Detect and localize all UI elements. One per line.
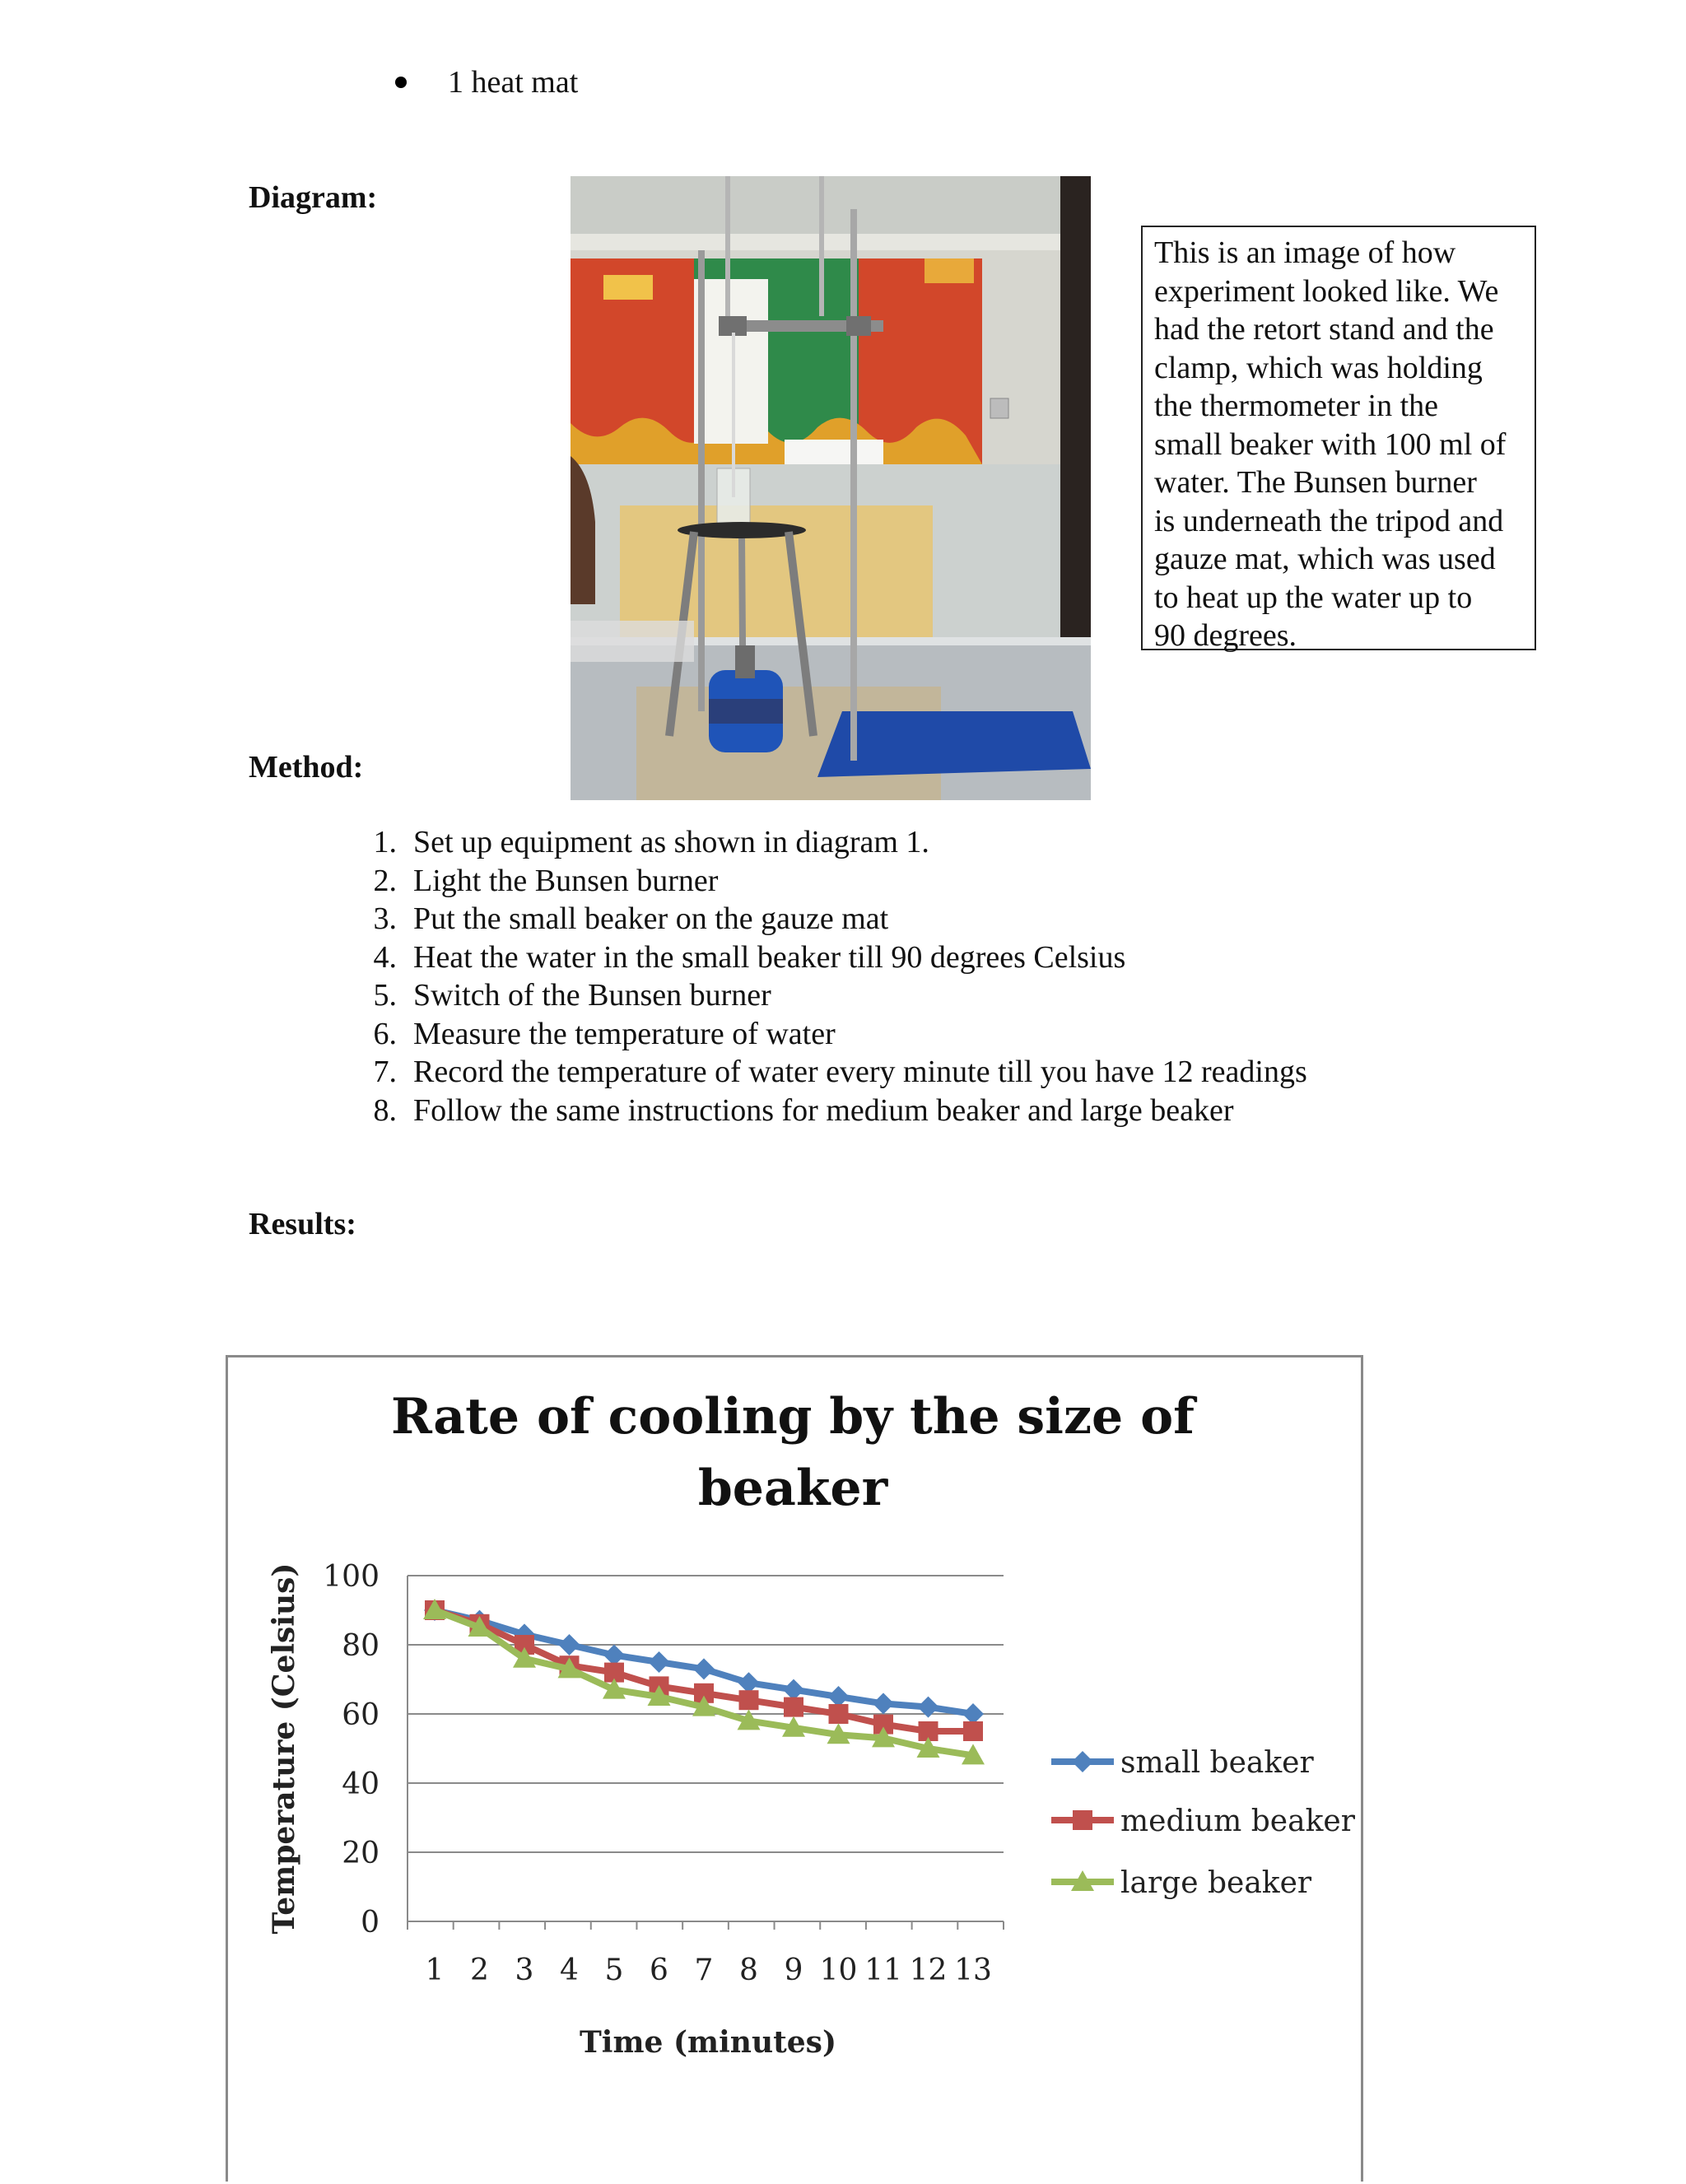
step-number: 4. [373, 939, 397, 975]
method-step [346, 862, 1307, 901]
step-text: Measure the temperature of water [413, 1016, 836, 1051]
method-steps-list [346, 823, 1307, 1129]
data-point-small-beaker [649, 1651, 670, 1673]
step-text: Record the temperature of water every minute till you have 12 readings [413, 1055, 1307, 1089]
y-tick-label: 40 [342, 1767, 380, 1801]
x-tick-label: 9 [784, 1953, 803, 1987]
method-step [346, 1053, 1307, 1092]
x-tick-label: 2 [470, 1953, 489, 1987]
step-text: Put the small beaker on the gauze mat [413, 901, 889, 936]
caption-line: small beaker with 100 ml of [1154, 426, 1507, 462]
method-step [346, 938, 1307, 977]
bullet-text: 1 heat mat [448, 65, 579, 100]
caption-line: 90 degrees. [1154, 618, 1297, 653]
method-step [346, 1092, 1307, 1130]
y-tick-label: 100 [323, 1560, 380, 1594]
step-text: Light the Bunsen burner [413, 863, 719, 898]
data-point-medium-beaker [784, 1697, 803, 1717]
x-tick-label: 4 [560, 1953, 579, 1987]
step-number: 2. [373, 863, 397, 898]
method-step [346, 1015, 1307, 1054]
step-number: 7. [373, 1055, 397, 1089]
caption-line: gauze mat, which was used [1154, 542, 1496, 576]
method-step [346, 823, 1307, 862]
step-number: 1. [373, 825, 397, 859]
x-tick-label: 6 [650, 1953, 668, 1987]
step-text: Follow the same instructions for medium beaker and large beaker [413, 1092, 1234, 1128]
x-axis-label: Time (minutes) [580, 2025, 836, 2060]
method-step [346, 976, 1307, 1015]
step-number: 8. [373, 1092, 397, 1128]
legend-label: small beaker [1120, 1746, 1314, 1780]
step-number: 5. [373, 978, 397, 1013]
caption-line: clamp, which was holding [1154, 350, 1483, 385]
data-point-medium-beaker [739, 1690, 759, 1710]
chart-title: Rate of cooling by the size of [391, 1388, 1195, 1446]
y-axis-label: Temperature (Celsius) [267, 1562, 301, 1935]
caption-line: to heat up the water up to [1154, 580, 1473, 615]
caption-line: the thermometer in the [1154, 389, 1439, 423]
x-tick-label: 8 [739, 1953, 758, 1987]
caption-line: This is an image of how [1154, 235, 1456, 270]
data-point-medium-beaker [963, 1721, 983, 1741]
caption-line: had the retort stand and the [1154, 312, 1494, 347]
x-tick-label: 12 [909, 1953, 948, 1987]
data-point-small-beaker [693, 1658, 715, 1679]
bullet-icon [395, 77, 407, 88]
x-tick-label: 5 [604, 1953, 624, 1987]
results-heading: Results: [249, 1207, 356, 1241]
legend-marker [1072, 1751, 1093, 1772]
data-point-small-beaker [559, 1634, 580, 1655]
diagram-heading: Diagram: [249, 180, 378, 215]
legend-marker [1073, 1810, 1092, 1830]
y-tick-label: 0 [361, 1906, 380, 1940]
y-tick-label: 60 [342, 1698, 380, 1732]
step-text: Heat the water in the small beaker till 90 degrees Celsius [413, 939, 1126, 975]
diagram-caption-box [1141, 226, 1536, 653]
data-point-small-beaker [873, 1693, 894, 1714]
chart-svg [228, 1357, 1361, 2184]
cooling-rate-chart [226, 1355, 1363, 2182]
x-tick-label: 13 [954, 1953, 992, 1987]
chart-title: beaker [697, 1460, 888, 1517]
caption-line: water. The Bunsen burner [1154, 465, 1477, 500]
step-text: Set up equipment as shown in diagram 1. [413, 825, 929, 859]
caption-line: experiment looked like. We [1154, 273, 1499, 309]
y-tick-label: 20 [342, 1837, 380, 1870]
materials-bullet-item [395, 64, 578, 100]
step-number: 3. [373, 901, 397, 936]
y-tick-label: 80 [342, 1629, 380, 1663]
x-tick-label: 1 [425, 1953, 445, 1987]
x-tick-label: 7 [694, 1953, 714, 1987]
experiment-photo [571, 176, 1091, 800]
x-tick-label: 11 [864, 1953, 902, 1987]
caption-line: is underneath the tripod and [1154, 503, 1504, 538]
legend-label: medium beaker [1120, 1804, 1355, 1838]
x-tick-label: 10 [819, 1953, 858, 1987]
method-heading: Method: [249, 750, 364, 785]
step-number: 6. [373, 1016, 397, 1051]
step-text: Switch of the Bunsen burner [413, 978, 771, 1013]
legend-label: large beaker [1120, 1866, 1312, 1900]
data-point-medium-beaker [829, 1704, 849, 1724]
x-tick-label: 3 [515, 1953, 534, 1987]
method-step [346, 900, 1307, 938]
